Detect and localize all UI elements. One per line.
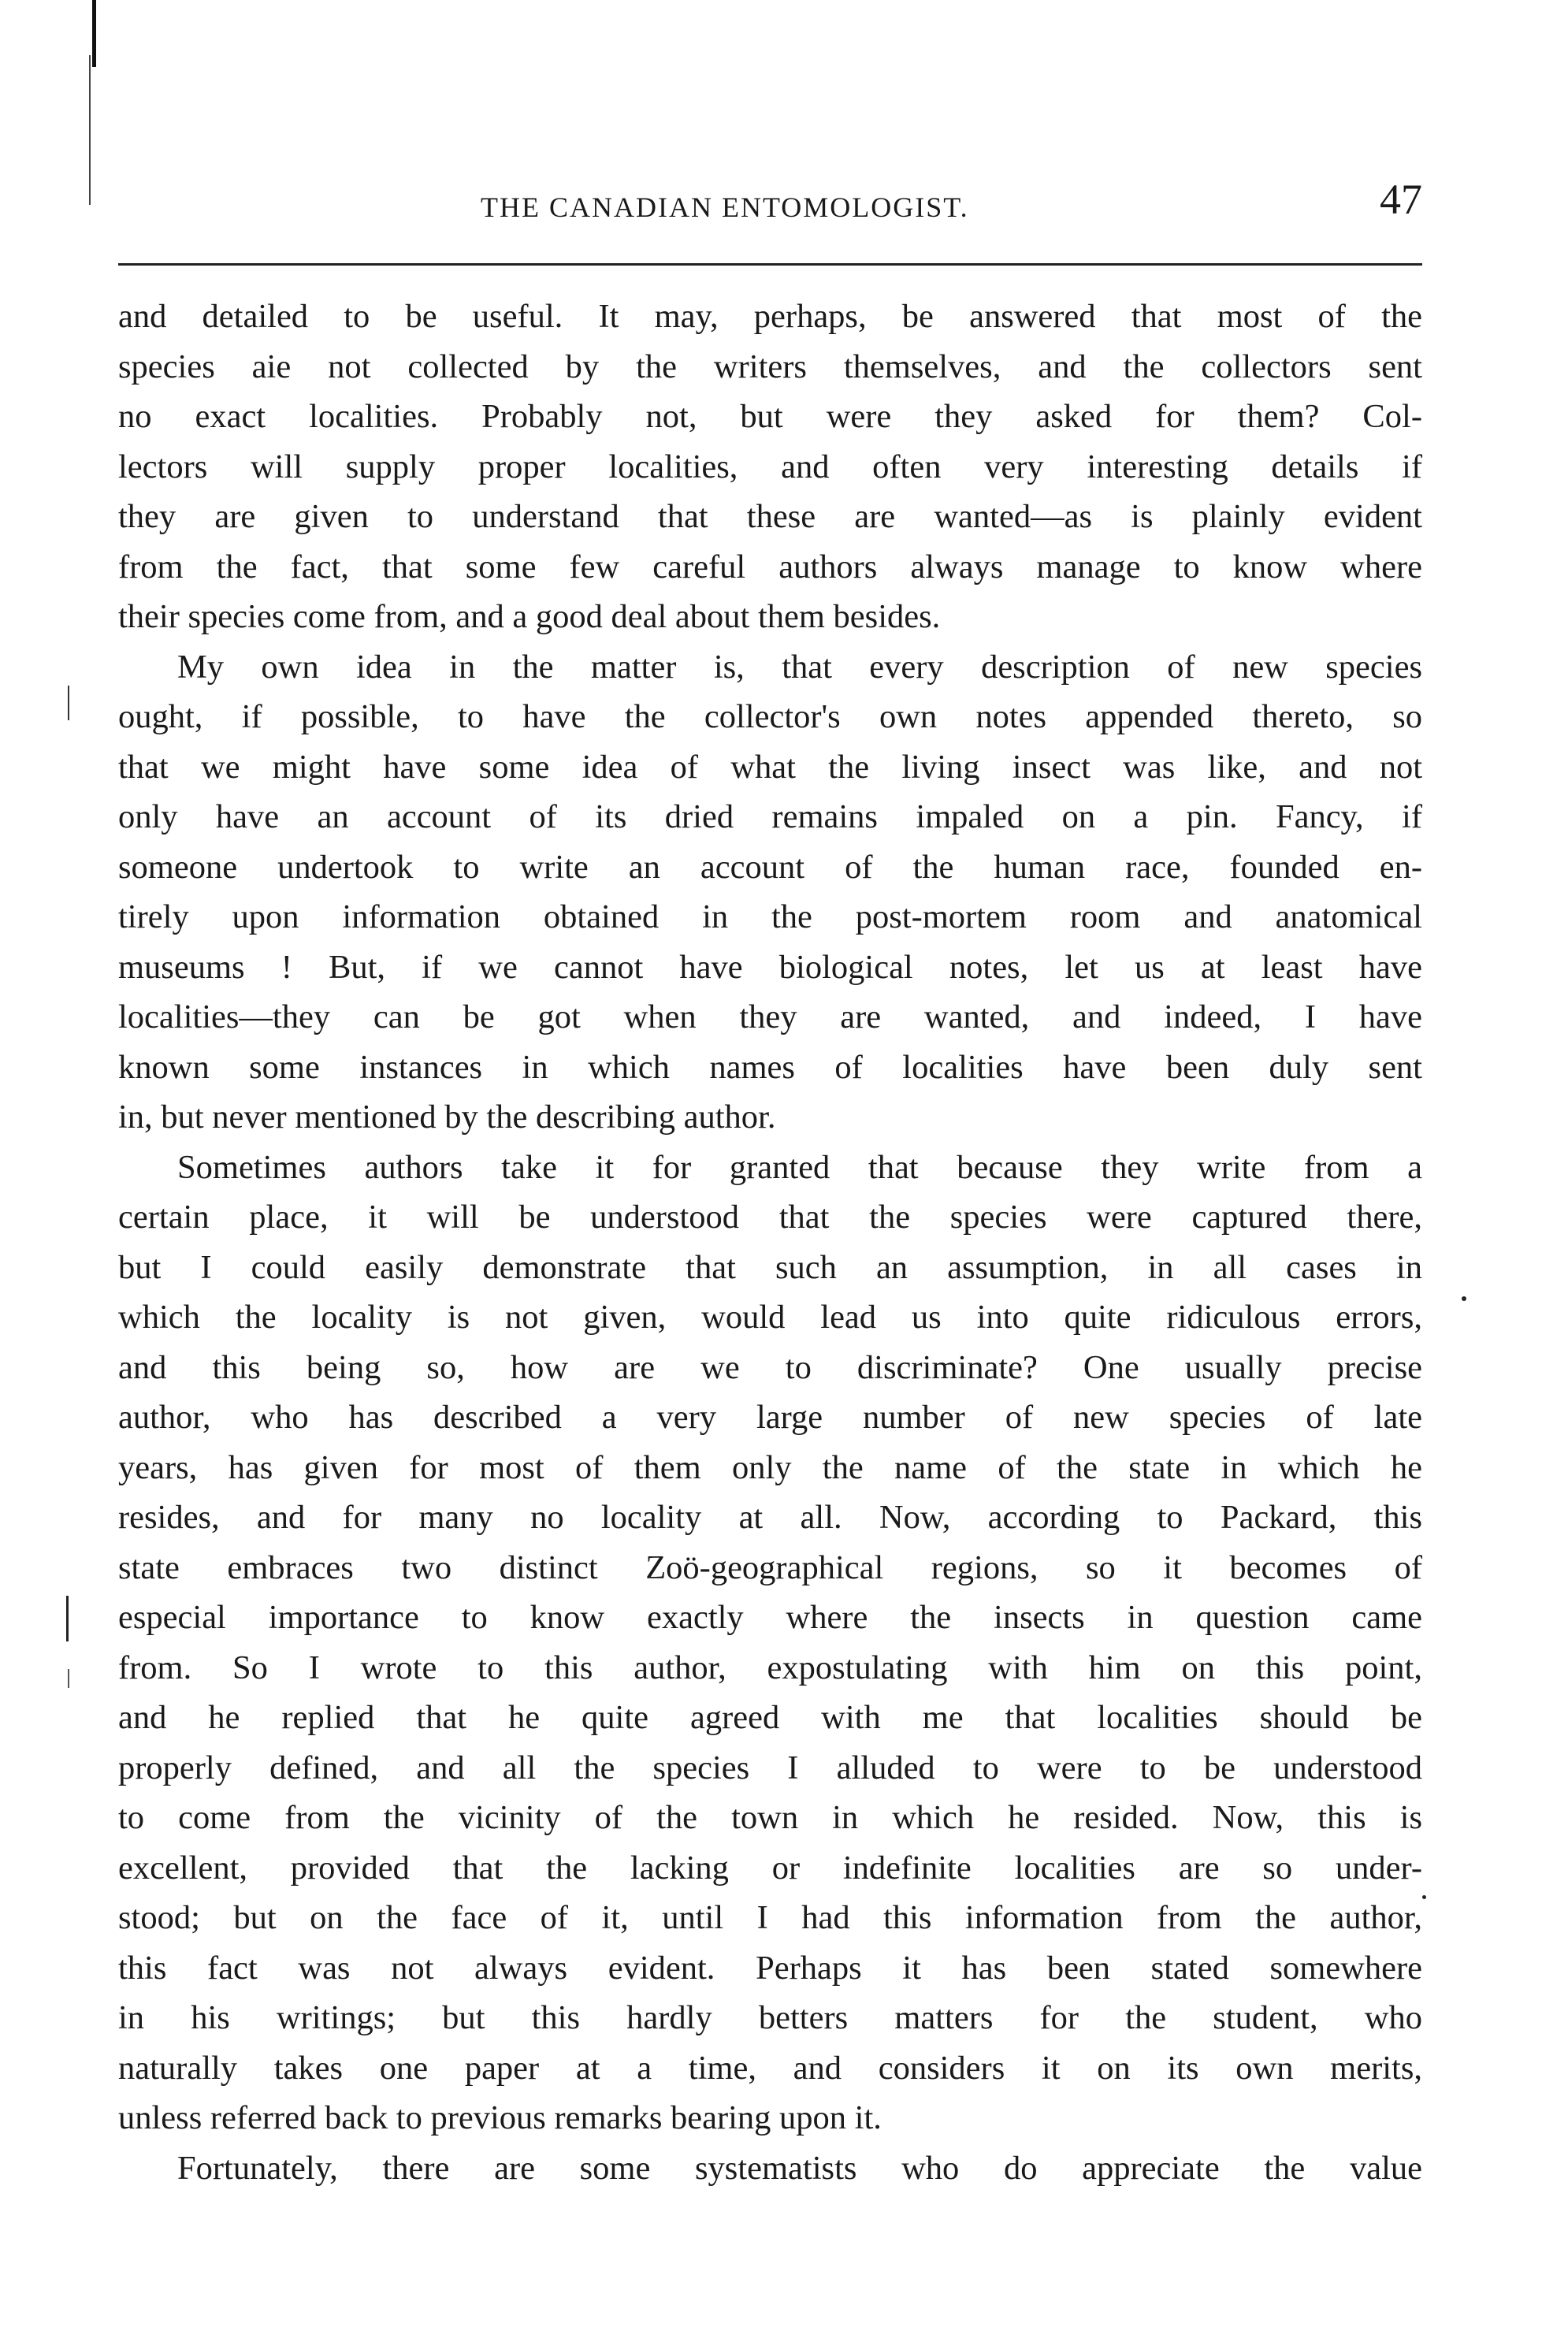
text-line: Fortunately, there are some systematists who do appreciate the value xyxy=(177,2149,1422,2187)
text-line: especial importance to know exactly where the insects in question came xyxy=(118,1599,1422,1636)
header-rule xyxy=(118,263,1422,266)
text-line: species aie not collected by the writers themselves, and the collectors sent xyxy=(118,348,1422,385)
text-line: properly defined, and all the species I alluded to were to be understood xyxy=(118,1749,1422,1786)
text-line: lectors will supply proper localities, and often very interesting details if xyxy=(118,448,1422,485)
text-line: Sometimes authors take it for granted that because they write from a xyxy=(177,1148,1422,1186)
margin-mark xyxy=(68,1669,69,1688)
print-speck xyxy=(1462,1296,1466,1301)
scan-edge-mark xyxy=(89,55,91,205)
margin-mark xyxy=(68,686,69,720)
text-line: in his writings; but this hardly betters matters for the student, who xyxy=(118,1999,1422,2036)
text-line: from. So I wrote to this author, expostulating with him on this point, xyxy=(118,1649,1422,1686)
text-line: author, who has described a very large number of new species of late xyxy=(118,1399,1422,1436)
running-title: THE CANADIAN ENTOMOLOGIST. xyxy=(481,191,969,223)
text-line: they are given to understand that these are wanted—as is plainly evident xyxy=(118,498,1422,535)
text-line: naturally takes one paper at a time, and considers it on its own merits, xyxy=(118,2049,1422,2087)
text-line: known some instances in which names of localities have been duly sent xyxy=(118,1048,1422,1086)
text-line: their species come from, and a good deal about them besides. xyxy=(118,598,941,635)
text-line: years, has given for most of them only the name of the state in which he xyxy=(118,1448,1422,1486)
print-speck xyxy=(1422,1895,1426,1899)
page-number: 47 xyxy=(1380,176,1422,223)
text-line: museums ! But, if we cannot have biological notes, let us at least have xyxy=(118,948,1422,986)
text-line: unless referred back to previous remarks bearing upon it. xyxy=(118,2099,882,2136)
text-line: excellent, provided that the lacking or indefinite localities are so under- xyxy=(118,1849,1422,1887)
text-line: which the locality is not given, would lead us into quite ridiculous errors, xyxy=(118,1299,1422,1336)
text-line: this fact was not always evident. Perhaps it has been stated somewhere xyxy=(118,1949,1422,1987)
text-line: resides, and for many no locality at all. Now, according to Packard, this xyxy=(118,1499,1422,1536)
scan-edge-mark xyxy=(92,0,96,67)
text-line: no exact localities. Probably not, but were they asked for them? Col- xyxy=(118,398,1422,435)
text-line: that we might have some idea of what the living insect was like, and not xyxy=(118,748,1422,786)
text-line: and he replied that he quite agreed with me that localities should be xyxy=(118,1699,1422,1736)
text-line: ought, if possible, to have the collector's own notes appended thereto, so xyxy=(118,698,1422,735)
text-line: but I could easily demonstrate that such an assumption, in all cases in xyxy=(118,1248,1422,1286)
page-header xyxy=(118,175,1422,230)
text-line: stood; but on the face of it, until I had this information from the author, xyxy=(118,1899,1422,1936)
text-line: certain place, it will be understood that the species were captured there, xyxy=(118,1199,1422,1236)
text-line: and detailed to be useful. It may, perhaps, be answered that most of the xyxy=(118,298,1422,335)
margin-mark xyxy=(66,1596,69,1641)
text-line: tirely upon information obtained in the post-mortem room and anatomical xyxy=(118,898,1422,935)
body-text xyxy=(118,292,1422,2193)
text-line: to come from the vicinity of the town in which he resided. Now, this is xyxy=(118,1799,1422,1836)
text-line: someone undertook to write an account of the human race, founded en- xyxy=(118,848,1422,886)
text-line: only have an account of its dried remains impaled on a pin. Fancy, if xyxy=(118,798,1422,835)
text-line: My own idea in the matter is, that every description of new species xyxy=(177,648,1422,686)
text-line: from the fact, that some few careful authors always manage to know where xyxy=(118,548,1422,586)
text-line: and this being so, how are we to discriminate? One usually precise xyxy=(118,1348,1422,1386)
text-line: localities—they can be got when they are wanted, and indeed, I have xyxy=(118,998,1422,1035)
text-line: state embraces two distinct Zoö-geographical regions, so it becomes of xyxy=(118,1548,1422,1586)
text-line: in, but never mentioned by the describing author. xyxy=(118,1099,776,1136)
